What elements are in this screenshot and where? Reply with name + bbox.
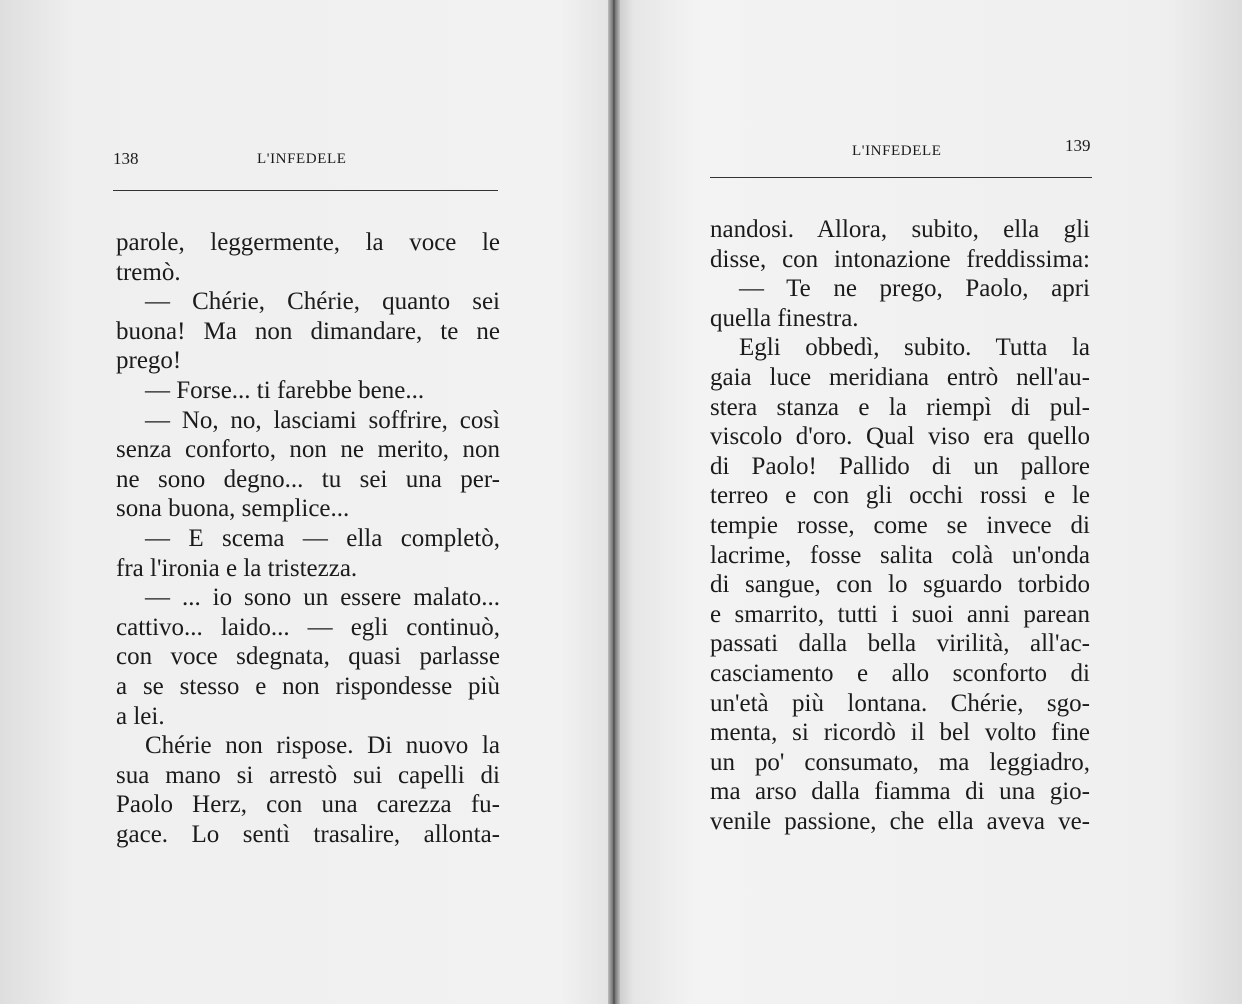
text-line: passati dalla bella virilità, all'ac- [710,630,1090,658]
page-number: 138 [113,149,139,168]
body-text [710,215,1090,836]
text-line: tempie rosse, come se invece di [710,511,1090,539]
text-line: un po' consumato, ma leggiadro, [710,748,1090,776]
text-line: viscolo d'oro. Qual viso era quello [710,423,1090,451]
text-line: con voce sdegnata, quasi parlasse [116,643,500,671]
text-line: casciamento e allo sconforto di [710,659,1090,687]
text-line: fra l'ironia e la tristezza. [116,554,358,582]
text-line: menta, si ricordò il bel volto fine [710,719,1090,747]
text-line: ne sono degno... tu sei una per- [116,465,500,493]
text-line: stera stanza e la riempì di pul- [710,393,1090,421]
text-line: a lei. [116,702,165,730]
text-line: parole, leggermente, la voce le [116,229,500,256]
text-line: — Te ne prego, Paolo, apri [739,275,1090,303]
text-line: Egli obbedì, subito. Tutta la [739,334,1090,362]
text-line: Paolo Herz, con una carezza fu- [116,791,500,819]
running-head: L'INFEDELE [852,143,942,159]
text-line: quella finestra. [710,304,859,332]
text-line: gaia luce meridiana entrò nell'au- [710,363,1090,391]
page-number: 139 [1065,136,1091,155]
body-text [116,228,500,849]
text-line: di sangue, con lo sguardo torbido [710,571,1090,599]
text-line: e smarrito, tutti i suoi anni parean [710,600,1090,628]
text-line: di Paolo! Pallido di un pallore [710,452,1090,480]
text-line: buona! Ma non dimandare, te ne [116,317,500,345]
book-gutter [608,0,620,1004]
text-line: disse, con intonazione freddissima: [710,245,1090,273]
right-page [620,0,1242,1004]
text-line: un'età più lontana. Chérie, sgo- [710,689,1090,717]
text-line: sua mano si arrestò sui capelli di [116,761,500,789]
running-head: L'INFEDELE [257,151,347,167]
text-line: — E scema — ella completò, [145,524,500,552]
text-line: venile passione, che ella aveva ve- [710,807,1090,835]
text-line: Chérie non rispose. Di nuovo la [145,732,500,760]
text-line: gace. Lo sentì trasalire, allonta- [116,820,500,848]
header-rule [113,190,498,191]
text-line: terreo e con gli occhi rossi e le [710,482,1090,510]
text-line: — No, no, lasciami soffrire, così [145,406,500,434]
text-line: a se stesso e non rispondesse più [116,672,500,700]
header-rule [710,177,1092,178]
text-line: senza conforto, non ne merito, non [116,436,500,464]
text-line: — Forse... ti farebbe bene... [145,376,425,404]
text-line: ma arso dalla fiamma di una gio- [710,778,1090,806]
text-line: prego! [116,347,182,375]
text-line: — Chérie, Chérie, quanto sei [145,288,500,316]
text-line: — ... io sono un essere malato... [145,584,500,612]
text-line: nandosi. Allora, subito, ella gli [710,216,1090,243]
text-line: lacrime, fosse salita colà un'onda [710,541,1090,569]
text-line: cattivo... laido... — egli continuò, [116,613,500,641]
text-line: sona buona, semplice... [116,495,350,523]
text-line: tremò. [116,258,181,286]
left-page [0,0,608,1004]
